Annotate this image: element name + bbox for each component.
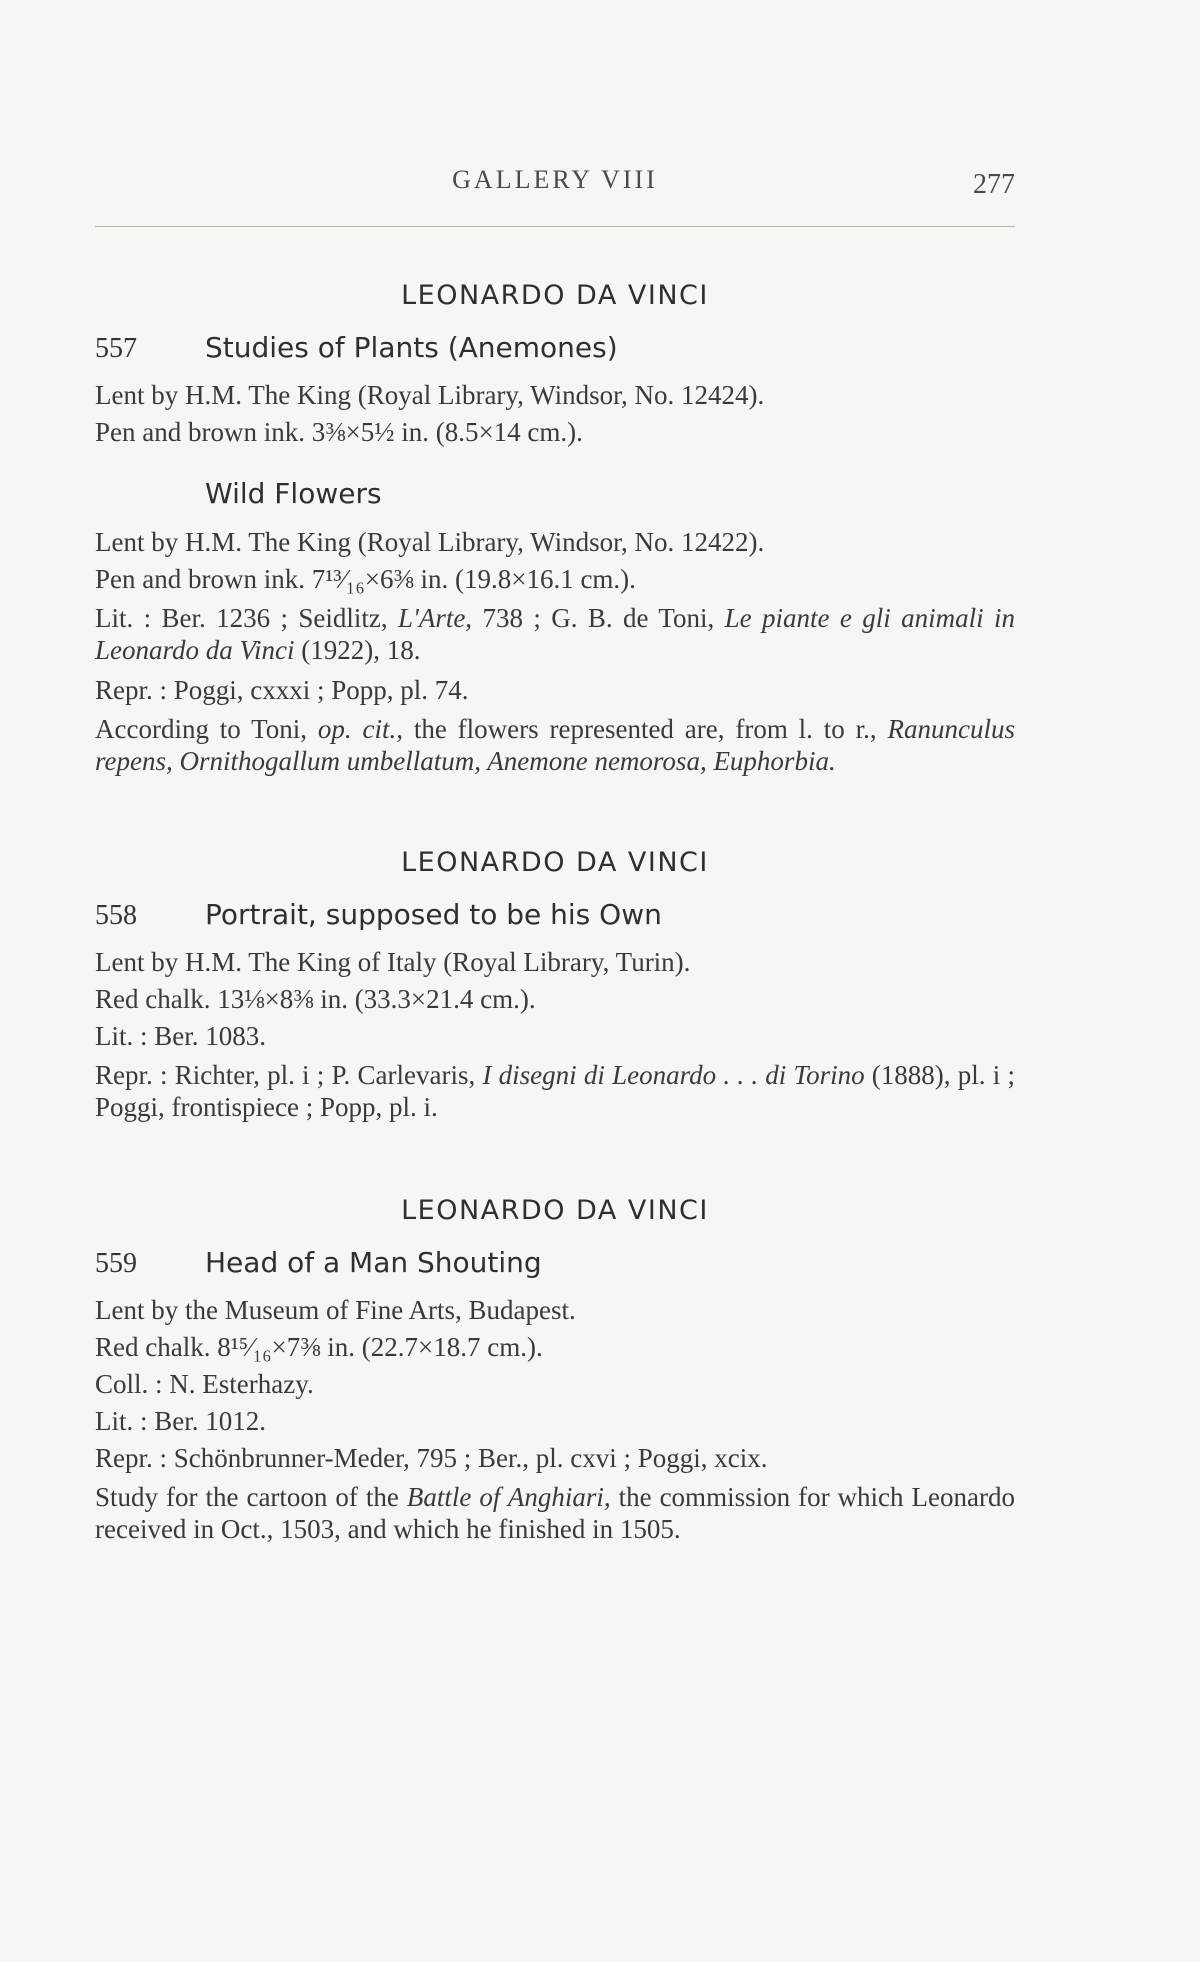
catalogue-entry-557: [95, 280, 1015, 777]
catalogue-content: [95, 280, 1015, 1545]
lender-line: Lent by H.M. The King (Royal Library, Windsor, No. 12424).: [95, 380, 765, 410]
entry-heading: [95, 898, 1015, 932]
catalogue-number: 558: [95, 900, 137, 931]
reproduction-line: Repr. : Poggi, cxxxi ; Popp, pl. 74.: [95, 675, 469, 705]
work-title: Portrait, supposed to be his Own: [205, 898, 662, 931]
lender-line: Lent by the Museum of Fine Arts, Budapest.: [95, 1295, 576, 1325]
reproduction-line: Repr. : Richter, pl. i ; P. Carlevaris, I disegni di Leonardo . . . di Torino (1888), pl. i ; Poggi, frontispiece ; Popp, pl. i.: [95, 1060, 1015, 1122]
medium-line: Red chalk. 13⅛×8⅜ in. (33.3×21.4 cm.).: [95, 984, 536, 1014]
running-head: [95, 165, 1015, 205]
catalogue-number: 557: [95, 333, 137, 364]
catalogue-entry-559: [95, 1195, 1015, 1545]
medium-line: Red chalk. 8¹⁵⁄₁₆×7⅜ in. (22.7×18.7 cm.).: [95, 1332, 543, 1362]
header-rule: [95, 226, 1015, 227]
medium-line: Pen and brown ink. 3⅜×5½ in. (8.5×14 cm.).: [95, 417, 583, 447]
note-paragraph: According to Toni, op. cit., the flowers represented are, from l. to r., Ranunculus repens, Ornithogallum umbellatum, Anemone nemorosa, Euphorbia.: [95, 714, 1015, 776]
sub-lender-line: Lent by H.M. The King (Royal Library, Windsor, No. 12422).: [95, 527, 765, 557]
catalogue-number: 559: [95, 1248, 137, 1279]
work-title: Studies of Plants (Anemones): [205, 331, 618, 364]
catalogue-entry-558: [95, 847, 1015, 1123]
page-number: 277: [973, 169, 1015, 200]
entry-heading: [95, 331, 1015, 365]
literature-line: Lit. : Ber. 1236 ; Seidlitz, L'Arte, 738 ; G. B. de Toni, Le piante e gli animali in Leonardo da Vinci (1922), 18.: [95, 603, 1015, 665]
work-title: Head of a Man Shouting: [205, 1246, 542, 1279]
literature-line: Lit. : Ber. 1083.: [95, 1021, 266, 1051]
literature-line: Lit. : Ber. 1012.: [95, 1406, 266, 1436]
lender-line: Lent by H.M. The King of Italy (Royal Library, Turin).: [95, 947, 691, 977]
note-paragraph: Study for the cartoon of the Battle of Anghiari, the commission for which Leonardo received in Oct., 1503, and which he finished in 1505.: [95, 1482, 1015, 1544]
sub-work-title: Wild Flowers: [205, 477, 382, 510]
entry-heading: [95, 1246, 1015, 1280]
artist-heading: LEONARDO DA VINCI: [401, 847, 709, 878]
artist-heading: LEONARDO DA VINCI: [401, 1195, 709, 1226]
sub-medium-line: Pen and brown ink. 7¹³⁄₁₆×6⅜ in. (19.8×16.1 cm.).: [95, 564, 636, 594]
artist-heading: LEONARDO DA VINCI: [401, 280, 709, 311]
running-title: GALLERY VIII: [452, 165, 658, 194]
collection-line: Coll. : N. Esterhazy.: [95, 1369, 314, 1399]
reproduction-line: Repr. : Schönbrunner-Meder, 795 ; Ber., pl. cxvi ; Poggi, xcix.: [95, 1443, 768, 1473]
